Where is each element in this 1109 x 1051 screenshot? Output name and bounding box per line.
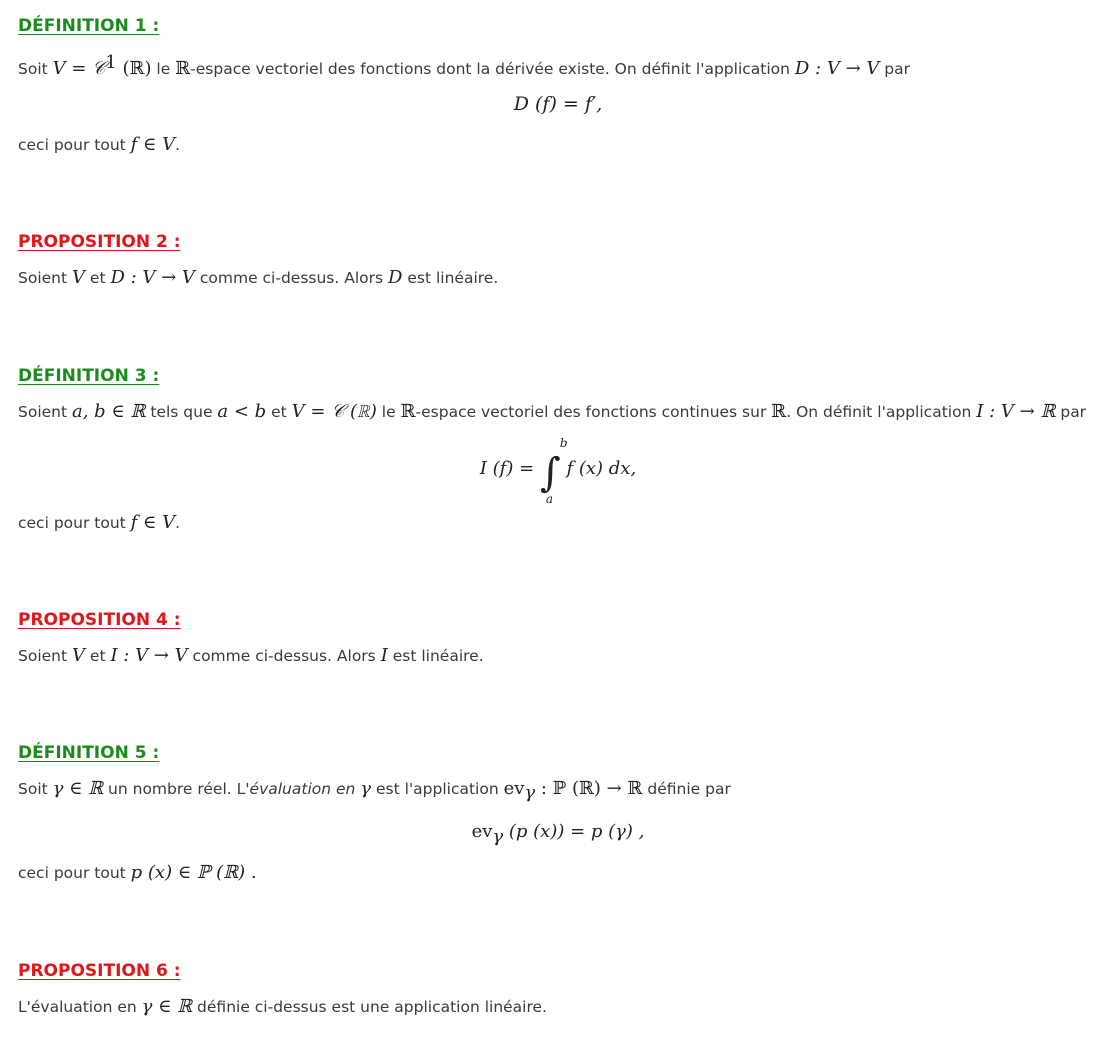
text: définie par bbox=[642, 780, 731, 798]
definition-5-text bbox=[18, 779, 731, 803]
text: ceci pour tout bbox=[18, 136, 131, 154]
definition-5-heading: DÉFINITION 5 : bbox=[18, 743, 160, 763]
text: le bbox=[376, 403, 401, 421]
definition-1-heading: DÉFINITION 1 : bbox=[18, 16, 160, 36]
math: V = 𝒞 bbox=[52, 58, 106, 80]
math-subscript: γ bbox=[524, 782, 536, 804]
definition-1-text-end bbox=[18, 135, 180, 155]
math: a, b ∈ ℝ bbox=[72, 401, 146, 422]
formula-ev: ev bbox=[471, 821, 493, 842]
text: ceci pour tout bbox=[18, 864, 131, 882]
text: et bbox=[85, 647, 111, 665]
text: comme ci-dessus. Alors bbox=[187, 647, 381, 665]
text: par bbox=[879, 60, 911, 79]
definition-5-text-end bbox=[18, 863, 257, 883]
text: est l'application bbox=[371, 780, 504, 798]
math: f ∈ V bbox=[130, 134, 176, 155]
math: D : V → V bbox=[794, 58, 880, 80]
math: ev bbox=[503, 778, 525, 799]
math: f ∈ V bbox=[130, 512, 176, 533]
text: -espace vectoriel des fonctions continues sur bbox=[415, 403, 772, 421]
math: (ℝ) bbox=[116, 58, 152, 80]
text: ceci pour tout bbox=[18, 514, 131, 532]
formula-rhs: f (x) dx, bbox=[560, 458, 637, 479]
proposition-6-heading: PROPOSITION 6 : bbox=[18, 961, 181, 981]
math: a < b bbox=[217, 401, 267, 422]
math: D bbox=[388, 267, 403, 288]
text: -espace vectoriel des fonctions dont la dérivée existe. On définit l'application bbox=[190, 60, 795, 79]
math: γ bbox=[360, 778, 372, 799]
math: I : V → ℝ bbox=[976, 401, 1056, 422]
text: Soit bbox=[18, 60, 53, 79]
formula-rest: (p (x)) = p (γ) , bbox=[503, 821, 645, 842]
math: : ℙ (ℝ) → ℝ bbox=[535, 778, 643, 799]
proposition-4-text bbox=[18, 646, 484, 666]
math: p (x) ∈ ℙ (ℝ) . bbox=[130, 862, 257, 883]
math: V bbox=[72, 645, 85, 666]
formula-subscript: γ bbox=[492, 825, 504, 847]
text: Soient bbox=[18, 647, 72, 665]
emphasis-text: évaluation en bbox=[249, 780, 361, 798]
definition-3-text-end bbox=[18, 513, 180, 533]
math: γ ∈ ℝ bbox=[141, 996, 193, 1017]
text: tels que bbox=[145, 403, 218, 421]
math: ℝ bbox=[175, 58, 191, 80]
proposition-6-text bbox=[18, 997, 547, 1017]
math: ℝ bbox=[400, 401, 416, 422]
text: L'évaluation en bbox=[18, 998, 142, 1016]
proposition-4-heading: PROPOSITION 4 : bbox=[18, 610, 181, 630]
math: D : V → V bbox=[110, 267, 195, 288]
math: V bbox=[72, 267, 85, 288]
text: Soient bbox=[18, 269, 72, 287]
definition-1-text bbox=[18, 53, 910, 79]
text: Soient bbox=[18, 403, 72, 421]
integral-sign bbox=[539, 436, 568, 506]
definition-5-formula bbox=[18, 820, 1098, 847]
text: Soit bbox=[18, 780, 53, 798]
math-superscript: 1 bbox=[105, 52, 117, 73]
formula-lhs: I (f) = bbox=[479, 458, 540, 479]
integral-upper-limit: b bbox=[559, 436, 568, 450]
text: comme ci-dessus. Alors bbox=[194, 269, 388, 287]
math: ℝ bbox=[771, 401, 787, 422]
text: . bbox=[175, 136, 181, 154]
math: I : V → V bbox=[110, 645, 188, 666]
definition-1-formula: D (f) = f′, bbox=[513, 93, 603, 115]
math: I bbox=[380, 645, 388, 666]
text: et bbox=[85, 269, 111, 287]
text: est linéaire. bbox=[387, 647, 484, 665]
integral-lower-limit: a bbox=[545, 492, 554, 506]
definition-3-formula bbox=[18, 436, 1098, 506]
text: un nombre réel. L' bbox=[103, 780, 250, 798]
proposition-2-text bbox=[18, 268, 498, 288]
text: définie ci-dessus est une application linéaire. bbox=[192, 998, 547, 1016]
proposition-2-heading: PROPOSITION 2 : bbox=[18, 232, 181, 252]
math: V = 𝒞 (ℝ) bbox=[291, 401, 377, 422]
definition-3-heading: DÉFINITION 3 : bbox=[18, 366, 160, 386]
text: le bbox=[151, 60, 176, 79]
text: et bbox=[266, 403, 292, 421]
integral-symbol: ∫ bbox=[539, 450, 561, 496]
math: γ ∈ ℝ bbox=[52, 778, 104, 799]
definition-3-text bbox=[18, 402, 1086, 422]
text: . On définit l'application bbox=[786, 403, 977, 421]
text: est linéaire. bbox=[402, 269, 499, 287]
text: . bbox=[175, 514, 181, 532]
text: par bbox=[1055, 403, 1087, 421]
